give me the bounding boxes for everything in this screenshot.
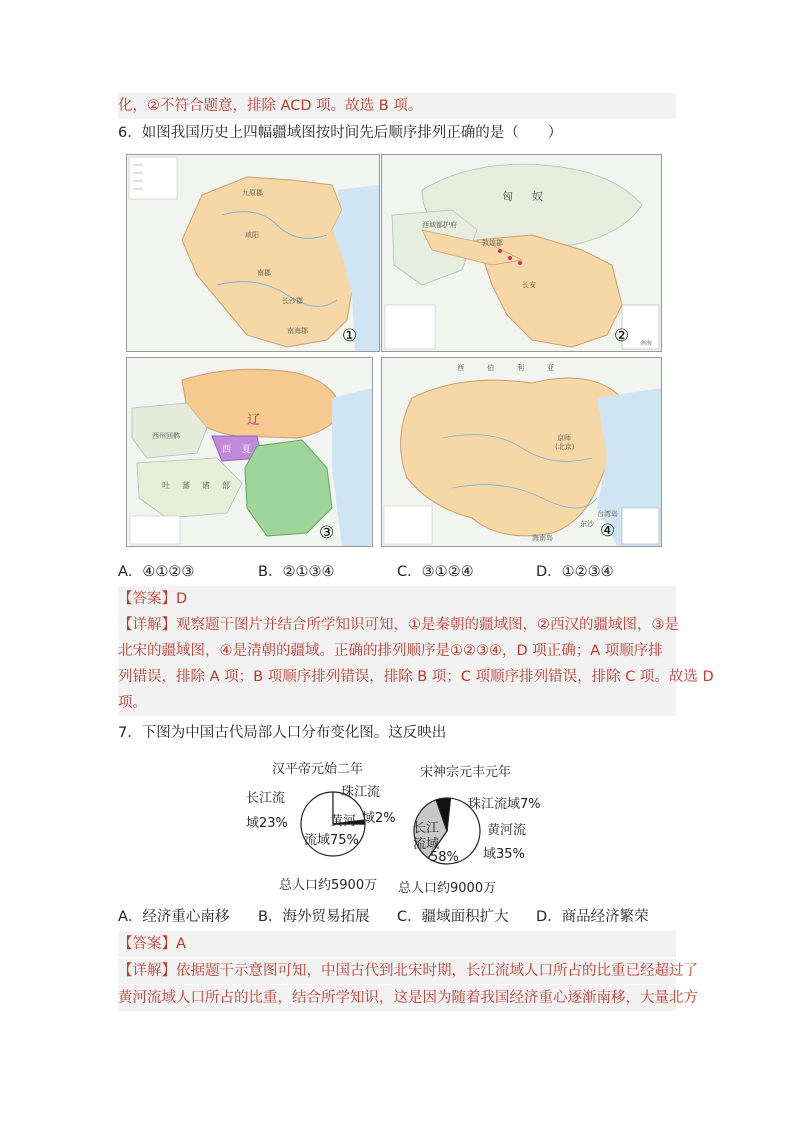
map-4-qing bbox=[381, 357, 662, 547]
map-1-qin bbox=[126, 154, 380, 352]
map4-label: 利 bbox=[517, 364, 524, 372]
map4-label: 京师 bbox=[557, 434, 571, 442]
pie1-title: 汉平帝元始二年 bbox=[272, 762, 364, 777]
pie1-label: 域23% bbox=[246, 816, 288, 831]
pie1-label: 流域75% bbox=[304, 833, 359, 848]
q6-explain-line: 项。 bbox=[118, 690, 676, 716]
map1-label: 长沙郡 bbox=[282, 297, 303, 305]
pie2-label: 58% bbox=[430, 850, 459, 865]
q6-explain-line: 【详解】观察题干图片并结合所学知识可知，①是秦朝的疆域图，②西汉的疆域图，③是 bbox=[118, 612, 676, 638]
map2-label: 匈 bbox=[502, 190, 513, 203]
map3-label: 部 bbox=[222, 481, 230, 490]
q7-explain-line: 【详解】依据题干示意图可知，中国古代到北宋时期，长江流域人口所占的比重已经超过了 bbox=[118, 958, 676, 984]
map3-label: 辽 bbox=[247, 413, 261, 428]
q6-option-d[interactable]: D．①②③④ bbox=[536, 564, 614, 580]
answer-value: D bbox=[176, 591, 188, 607]
answer-label: 【答案】 bbox=[118, 591, 176, 607]
answer-value: A bbox=[176, 936, 186, 952]
q7-option-b[interactable]: B．海外贸易拓展 bbox=[258, 909, 370, 925]
q7-option-d[interactable]: D．商品经济繁荣 bbox=[536, 909, 649, 925]
q6-explain-line: 北宋的疆域图，④是清朝的疆域。正确的排列顺序是①②③④，D 项正确；A 项顺序排 bbox=[118, 638, 676, 664]
q7-option-c[interactable]: C．疆域面积扩大 bbox=[397, 909, 509, 925]
map4-label: 东沙 bbox=[580, 520, 594, 528]
q6-option-c[interactable]: C．③①②④ bbox=[397, 564, 474, 580]
q6-answer bbox=[118, 586, 676, 612]
pie2-label: 珠江流域7% bbox=[468, 797, 541, 812]
map4-label: 亚 bbox=[547, 364, 554, 372]
pie1-label: 黄河 bbox=[330, 814, 357, 829]
map1-label: 咸阳 bbox=[245, 231, 259, 239]
map1-number: ① bbox=[342, 326, 358, 346]
pie2-total: 总人口约9000万 bbox=[398, 881, 497, 896]
map3-label: 西州回鹘 bbox=[152, 432, 180, 440]
map3-label: 吐 bbox=[162, 481, 170, 490]
pie1-label: 长江流 bbox=[246, 791, 286, 806]
map3-label: 蕃 bbox=[182, 481, 190, 490]
map4-number: ④ bbox=[600, 521, 616, 541]
map3-label: 西 bbox=[222, 445, 232, 455]
map-3-northern-song bbox=[126, 357, 373, 547]
map4-label: 伯 bbox=[487, 364, 494, 372]
map4-label: 西 bbox=[457, 364, 464, 372]
pie1-total: 总人口约5900万 bbox=[279, 878, 378, 893]
pie2-label: 流域 bbox=[413, 837, 440, 852]
q7-option-a[interactable]: A．经济重心南移 bbox=[118, 909, 230, 925]
map1-label: 南郡 bbox=[257, 269, 271, 277]
pie2-label: 黄河流 bbox=[487, 823, 527, 838]
prev-explanation-line: 化，②不符合题意，排除 ACD 项。故选 B 项。 bbox=[118, 93, 676, 119]
pie2-label: 域35% bbox=[483, 847, 525, 862]
map1-label: 九原郡 bbox=[242, 189, 263, 197]
map2-label: 敦煌郡 bbox=[482, 239, 503, 247]
q6-option-a[interactable]: A．④①②③ bbox=[118, 564, 195, 580]
q6-stem: 6．如图我国历史上四幅疆域图按时间先后顺序排列正确的是（ ） bbox=[118, 125, 563, 141]
map-2-western-han bbox=[381, 154, 662, 352]
q7-explain-line: 黄河流域人口所占的比重，结合所学知识，这是因为随着我国经济重心逐渐南移，大量北方 bbox=[118, 985, 676, 1011]
map1-label: 南海郡 bbox=[287, 327, 308, 335]
map3-label: 夏 bbox=[242, 445, 252, 455]
map4-label: 台湾岛 bbox=[597, 510, 618, 518]
pie1-label: 珠江流 bbox=[341, 785, 381, 800]
q6-explain-line: 列错误，排除 A 项；B 项顺序排列错误，排除 B 项；C 项顺序排列错误，排除 C 项。故选 D bbox=[118, 664, 676, 690]
map2-label: 奴 bbox=[532, 190, 543, 203]
pie2-title: 宋神宗元丰元年 bbox=[420, 765, 512, 780]
map4-label: (北京) bbox=[555, 443, 575, 451]
map2-number: ② bbox=[614, 326, 630, 346]
answer-label: 【答案】 bbox=[118, 936, 176, 952]
map3-number: ③ bbox=[319, 523, 335, 543]
map2-label: 西域都护府 bbox=[422, 221, 457, 229]
map3-label: 诸 bbox=[202, 481, 210, 490]
pie2-label: 长江 bbox=[413, 821, 440, 836]
map4-label: 海南岛 bbox=[532, 534, 553, 542]
pie1-label: 域2% bbox=[362, 811, 396, 826]
q7-answer bbox=[118, 931, 676, 957]
map2-label: 长安 bbox=[522, 281, 536, 289]
q7-stem: 7．下图为中国古代局部人口分布变化图。这反映出 bbox=[118, 725, 447, 741]
map2-label: 南海 bbox=[640, 340, 653, 347]
q6-option-b[interactable]: B．②①③④ bbox=[258, 564, 335, 580]
